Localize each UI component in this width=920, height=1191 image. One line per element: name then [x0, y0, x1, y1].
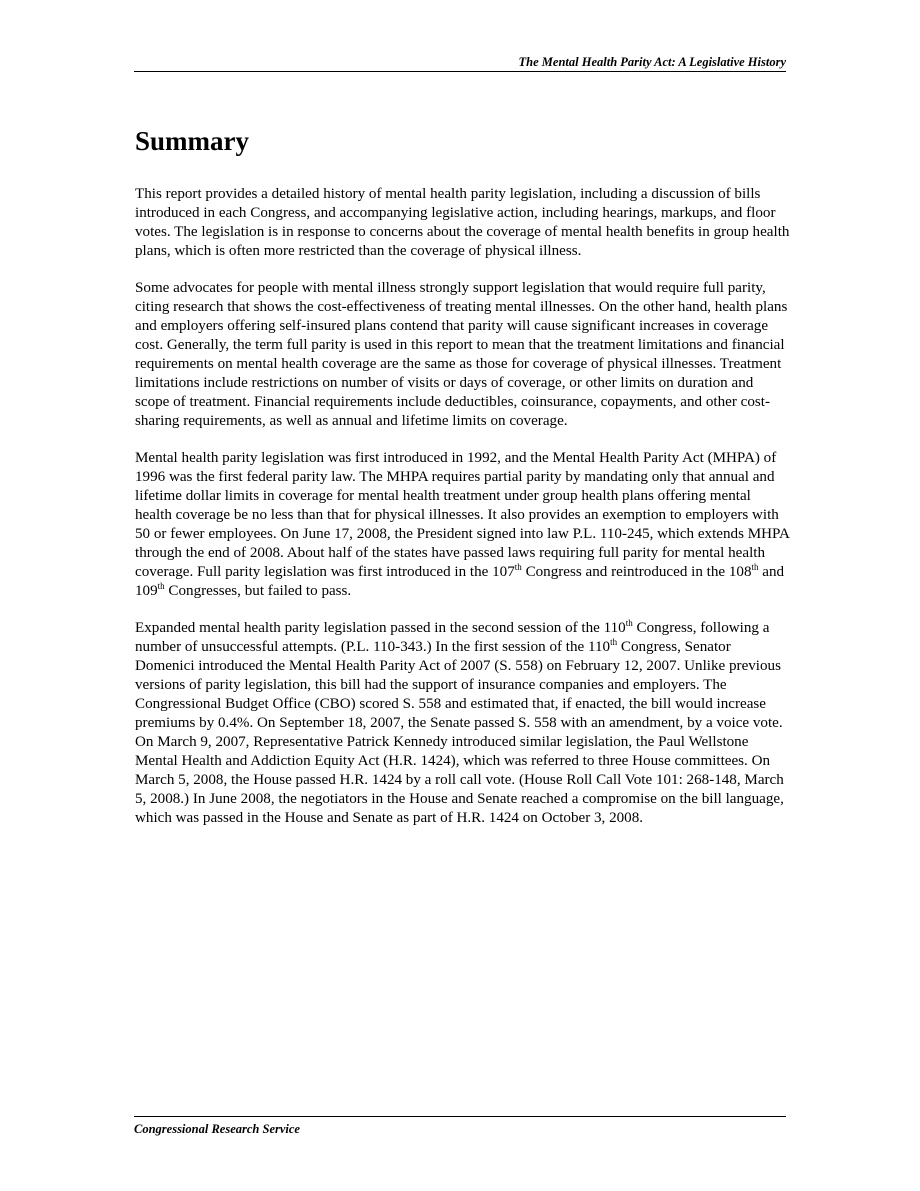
paragraph-3-text-d: Congresses, but failed to pass.: [164, 583, 352, 599]
paragraph-3: [135, 449, 790, 601]
ordinal-suffix: th: [751, 562, 759, 572]
paragraph-3-text-c: and 109: [135, 564, 785, 599]
section-title: Summary: [135, 126, 249, 156]
paragraph-4: [135, 619, 790, 828]
running-footer: [134, 1116, 786, 1137]
running-header-title: The Mental Health Parity Act: A Legislative History: [518, 55, 786, 69]
main-content: [135, 122, 790, 846]
paragraph-4-text-c: Congress, Senator Domenici introduced the Mental Health Parity Act of 2007 (S. 558) on February 12, 2007. Unlike previous versions of parity legislation, this bill had the support of insurance companies and employers. The Congressional Budget Office (CBO) scored S. 558 and estimated that, if enacted, the bill would increase premiums by 0.4%. On September 18, 2007, the Senate passed S. 558 with an amendment, by a voice vote. On March 9, 2007, Representative Patrick Kennedy introduced similar legislation, the Paul Wellstone Mental Health and Addiction Equity Act (H.R. 1424), which was referred to three House committees. On March 5, 2008, the House passed H.R. 1424 by a roll call vote. (House Roll Call Vote 101: 268-148, March 5, 2008.) In June 2008, the negotiators in the House and Senate reached a compromise on the bill language, which was passed in the House and Senate as part of H.R. 1424 on October 3, 2008.: [135, 639, 784, 826]
paragraph-1: This report provides a detailed history of mental health parity legislation, including a discussion of bills introduced in each Congress, and accompanying legislative action, including hearings, markups, and floor votes. The legislation is in response to concerns about the coverage of mental health benefits in group health plans, which is often more restricted than the coverage of physical illness.: [135, 186, 790, 259]
paragraph-3-text-b: Congress and reintroduced in the 108: [521, 564, 752, 580]
ordinal-suffix: th: [514, 562, 522, 572]
ordinal-suffix: th: [625, 618, 633, 628]
paragraph-4-text-a: Expanded mental health parity legislation passed in the second session of the 110: [135, 620, 626, 636]
ordinal-suffix: th: [157, 581, 165, 591]
running-header: [134, 55, 786, 72]
paragraph-4-text-b: Congress, following a number of unsuccessful attempts. (P.L. 110-343.) In the first session of the 110: [135, 620, 770, 655]
paragraph-3-text-a: Mental health parity legislation was first introduced in 1992, and the Mental Health Parity Act (MHPA) of 1996 was the first federal parity law. The MHPA requires partial parity by mandating only that annual and lifetime dollar limits in coverage for mental health treatment under group health plans offering mental health coverage be no less than that for physical illnesses. It also provides an exemption to employers with 50 or fewer employees. On June 17, 2008, the President signed into law P.L. 110-245, which extends MHPA through the end of 2008. About half of the states have passed laws requiring full parity for mental health coverage. Full parity legislation was first introduced in the 107: [135, 450, 790, 580]
footer-source: Congressional Research Service: [134, 1122, 300, 1136]
paragraph-2: Some advocates for people with mental illness strongly support legislation that would require full parity, citing research that shows the cost-effectiveness of treating mental illnesses. On the other hand, health plans and employers offering self-insured plans contend that parity will cause significant increases in coverage cost. Generally, the term full parity is used in this report to mean that the treatment limitations and financial requirements on mental health coverage are the same as those for coverage of physical illnesses. Treatment limitations include restrictions on number of visits or days of coverage, or other limits on duration and scope of treatment. Financial requirements include deductibles, coinsurance, copayments, and other cost-sharing requirements, as well as annual and lifetime limits on coverage.: [135, 280, 788, 429]
ordinal-suffix: th: [610, 637, 618, 647]
